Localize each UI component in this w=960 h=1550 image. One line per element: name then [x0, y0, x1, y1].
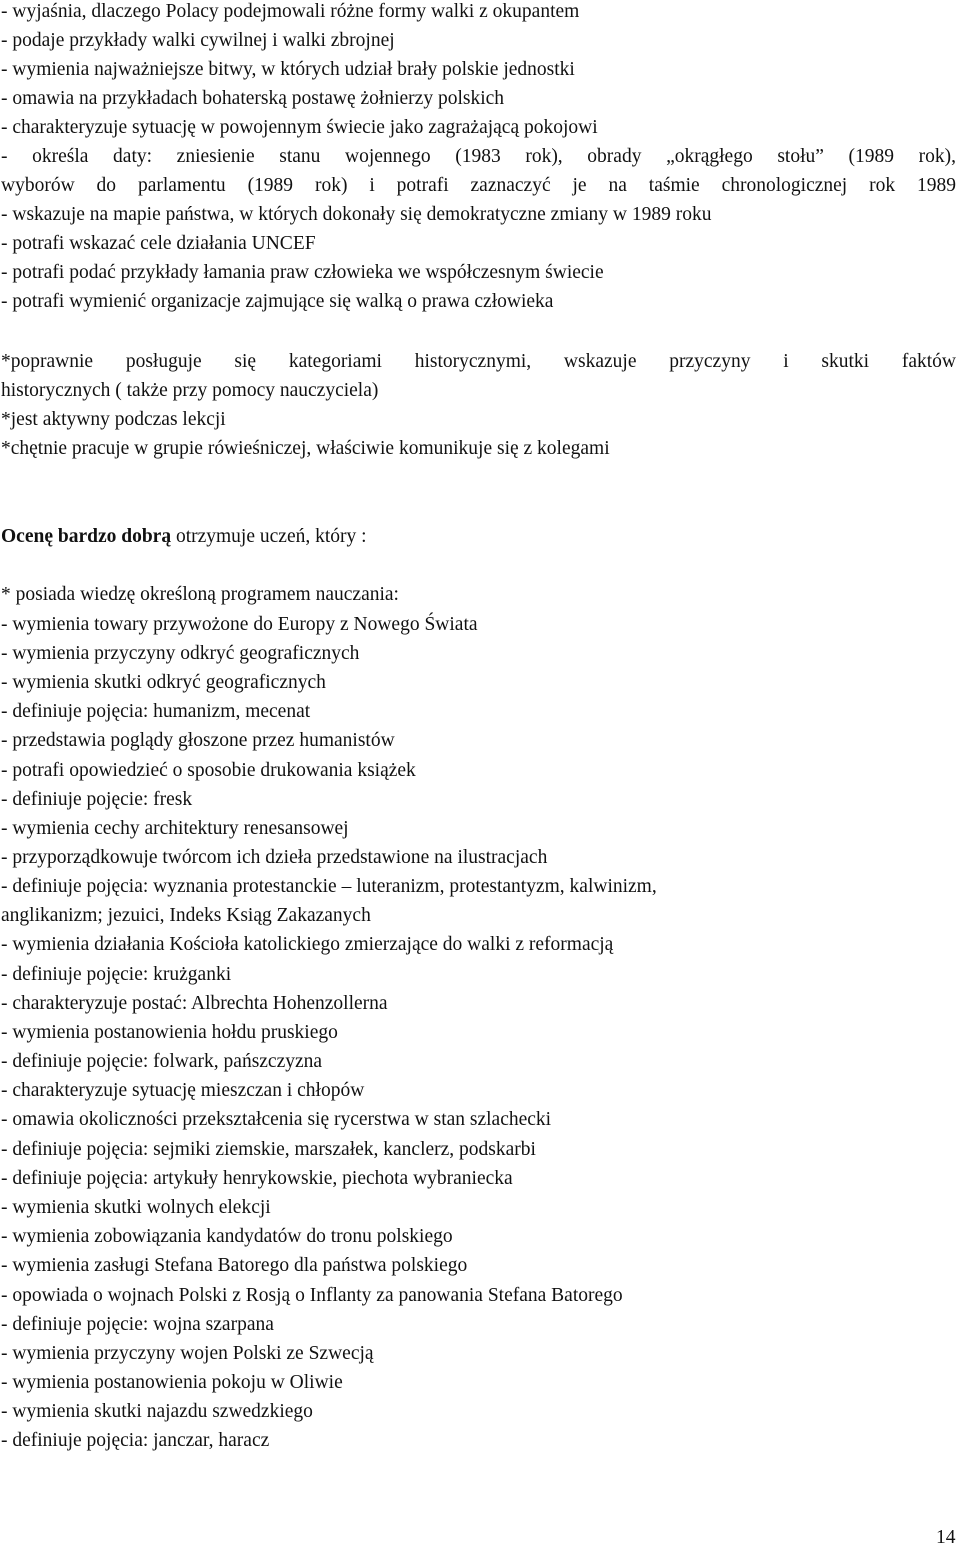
grade-heading	[1, 522, 367, 551]
list-item: - wskazuje na mapie państwa, w których dokonały się demokratyczne zmiany w 1989 roku	[1, 204, 712, 225]
list-item: - wymienia działania Kościoła katolickiego zmierzające do walki z reformacją	[1, 934, 614, 955]
list-item: - definiuje pojęcie: krużganki	[1, 964, 232, 985]
knowledge-intro: * posiada wiedzę określoną programem nauczania:	[1, 584, 399, 605]
list-item: - przyporządkowuje twórcom ich dzieła przedstawione na ilustracjach	[1, 847, 548, 868]
attitude-item: *poprawnie posługuje się kategoriami historycznymi, wskazuje przyczyny i skutki faktów	[1, 351, 956, 372]
list-item: - wymienia postanowienia pokoju w Oliwie	[1, 1372, 343, 1393]
list-item: - omawia na przykładach bohaterską postawę żołnierzy polskich	[1, 88, 505, 109]
list-item: - omawia okoliczności przekształcenia się rycerstwa w stan szlachecki	[1, 1109, 552, 1130]
list-item-continuation: anglikanizm; jezuici, Indeks Ksiąg Zakazanych	[1, 905, 371, 926]
list-item: - definiuje pojęcie: wojna szarpana	[1, 1314, 274, 1335]
list-item: - opowiada o wojnach Polski z Rosją o Inflanty za panowania Stefana Batorego	[1, 1285, 623, 1306]
grade-heading-rest: otrzymuje uczeń, który :	[171, 526, 367, 547]
list-item: - wymienia skutki odkryć geograficznych	[1, 672, 326, 693]
list-item: - wymienia skutki najazdu szwedzkiego	[1, 1401, 313, 1422]
grade-heading-bold: Ocenę bardzo dobrą	[1, 526, 172, 547]
list-item: - definiuje pojęcia: artykuły henrykowskie, piechota wybraniecka	[1, 1168, 513, 1189]
list-item: - potrafi opowiedzieć o sposobie drukowania książek	[1, 760, 416, 781]
list-item: - definiuje pojęcia: wyznania protestanckie – luteranizm, protestantyzm, kalwinizm,	[1, 876, 657, 897]
attitude-item-continuation: historycznych ( także przy pomocy nauczyciela)	[1, 380, 379, 401]
list-item: - potrafi podać przykłady łamania praw człowieka we współczesnym świecie	[1, 262, 604, 283]
list-item: - wymienia przyczyny wojen Polski ze Szwecją	[1, 1343, 374, 1364]
list-item: - wymienia najważniejsze bitwy, w których udział brały polskie jednostki	[1, 59, 575, 80]
list-item: - wymienia przyczyny odkryć geograficznych	[1, 643, 360, 664]
list-item: - wymienia postanowienia hołdu pruskiego	[1, 1022, 338, 1043]
list-item: - wymienia zasługi Stefana Batorego dla państwa polskiego	[1, 1255, 468, 1276]
list-item: - potrafi wskazać cele działania UNCEF	[1, 233, 316, 254]
list-item: - definiuje pojęcia: humanizm, mecenat	[1, 701, 311, 722]
list-item: - wyjaśnia, dlaczego Polacy podejmowali różne formy walki z okupantem	[1, 1, 580, 22]
list-item-continuation: wyborów do parlamentu (1989 rok) i potrafi zaznaczyć je na taśmie chronologicznej rok 1989	[1, 175, 956, 196]
list-item: - wymienia zobowiązania kandydatów do tronu polskiego	[1, 1226, 453, 1247]
list-item: - charakteryzuje postać: Albrechta Hohenzollerna	[1, 993, 388, 1014]
list-item: - definiuje pojęcie: folwark, pańszczyzna	[1, 1051, 323, 1072]
list-item: - wymienia cechy architektury renesansowej	[1, 818, 349, 839]
attitude-item: *jest aktywny podczas lekcji	[1, 409, 226, 430]
list-item: - przedstawia poglądy głoszone przez humanistów	[1, 730, 395, 751]
list-item: - charakteryzuje sytuację mieszczan i chłopów	[1, 1080, 365, 1101]
list-item: - podaje przykłady walki cywilnej i walki zbrojnej	[1, 30, 395, 51]
page-number: 14	[936, 1527, 956, 1548]
list-item: - definiuje pojęcia: sejmiki ziemskie, marszałek, kanclerz, podskarbi	[1, 1139, 536, 1160]
list-item: - charakteryzuje sytuację w powojennym świecie jako zagrażającą pokojowi	[1, 117, 598, 138]
list-item: - potrafi wymienić organizacje zajmujące się walką o prawa człowieka	[1, 291, 554, 312]
list-item: - wymienia towary przywożone do Europy z Nowego Świata	[1, 614, 478, 635]
list-item: - wymienia skutki wolnych elekcji	[1, 1197, 271, 1218]
list-item: - definiuje pojęcie: fresk	[1, 789, 193, 810]
list-item: - definiuje pojęcia: janczar, haracz	[1, 1430, 270, 1451]
attitude-item: *chętnie pracuje w grupie rówieśniczej, właściwie komunikuje się z kolegami	[1, 438, 610, 459]
list-item: - określa daty: zniesienie stanu wojennego (1983 rok), obrady „okrągłego stołu” (1989 rok),	[1, 146, 956, 167]
